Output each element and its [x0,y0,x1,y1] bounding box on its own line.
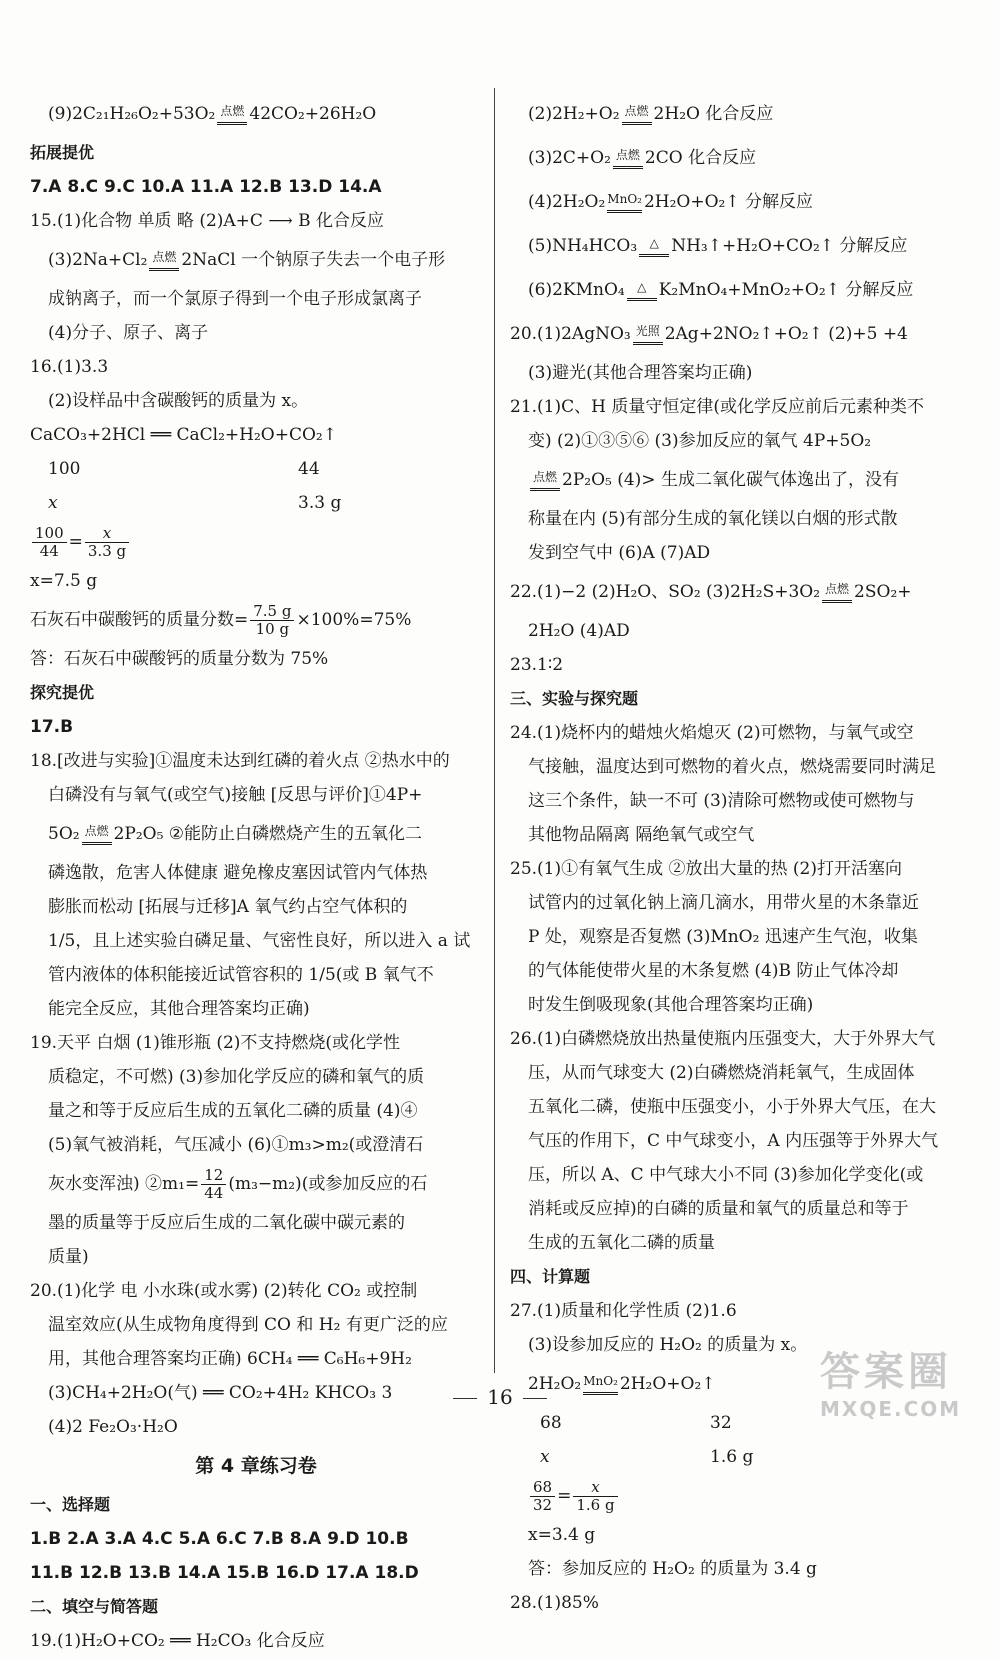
equation-line: (9)2C₂₁H₂₆O₂+53O₂ 点燃 42CO₂+26H₂O [48,104,377,124]
answer-line: 质量) [48,1247,89,1267]
answer-line: 白磷没有与氧气(或空气)接触 [反思与评价]①4P+ [48,785,423,805]
answer-line: 质稳定，不可燃) (3)参加化学反应的磷和氧气的质 [48,1067,425,1087]
ratio-line: $\frac{100}{44}$ = $\frac{x}{3.3 g}$ [30,520,482,564]
equation-line: (3)2C+O₂ 点燃 2CO 化合反应 [528,148,757,168]
answer-line: 压，所以 A、C 中气球大小不同 (3)参加化学变化(或 [528,1165,924,1185]
answer-line: 20.(1)化学 电 小水珠(或水雾) (2)转化 CO₂ 或控制 [30,1281,418,1301]
fraction: $\frac{x}{3.3 g}$ [85,525,129,560]
equation-line: (5)NH₄HCO₃ △ NH₃↑+H₂O+CO₂↑ 分解反应 [528,236,908,256]
answer-line: (4)分子、原子、离子 [48,323,209,343]
equation-line: CaCO₃+2HCl ══ CaCl₂+H₂O+CO₂↑ [30,425,337,445]
answer-line: 灰水变浑浊) ②m₁= $\frac{12}{44}$ (m₃−m₂)(或参加反应的石 [48,1166,428,1202]
section-heading: 二、填空与简答题 [30,1597,159,1616]
reaction-condition: 点燃 [530,470,560,491]
answer-line: 用，其他合理答案均正确) 6CH₄ ══ C₆H₆+9H₂ [48,1349,412,1369]
equation-line: 2H₂O₂ MnO₂ 2H₂O+O₂↑ [528,1374,716,1394]
reaction-condition: 点燃 [149,250,179,271]
reaction-condition: 点燃 [82,824,112,845]
equation-line: (3)2Na+Cl₂ 点燃 2NaCl 一个钠原子失去一个电子形 [48,250,446,270]
answer-line: 23.1∶2 [510,655,564,675]
equation-line: (6)2KMnO₄ △ K₂MnO₄+MnO₂+O₂↑ 分解反应 [528,280,914,300]
answer-line: 试管内的过氧化钠上滴几滴水，用带火星的木条靠近 [528,893,919,913]
answer-line: x=3.4 g [528,1525,596,1545]
answer-line: 18.[改进与实验]①温度未达到红磷的着火点 ②热水中的 [30,751,450,771]
answer-line: 28.(1)85% [510,1593,599,1613]
answer-line: 27.(1)质量和化学性质 (2)1.6 [510,1301,737,1321]
answer-line: P 处，观察是否复燃 (3)MnO₂ 迅速产生气泡，收集 [528,927,918,947]
answer-line: 成钠离子，而一个氯原子得到一个电子形成氯离子 [48,289,422,309]
ratio-line: $\frac{68}{32}$ = $\frac{x}{1.6 g}$ [510,1474,980,1518]
section-heading: 一、选择题 [30,1495,111,1514]
reaction-condition: MnO₂ [583,1374,618,1395]
answer-line: 的气体能使带火星的木条复燃 (4)B 防止气体冷却 [528,961,899,981]
fraction: $\frac{7.5 g}{10 g}$ [250,603,294,638]
answer-line: 17.B [30,717,74,737]
answer-line: 五氧化二磷，使瓶中压强变小，小于外界大气压，在大 [528,1097,936,1117]
mass-row: x 3.3 g [48,493,342,513]
answer-line: 这三个条件，缺一不可 (3)清除可燃物或使可燃物与 [528,791,915,811]
answer-line: 生成的五氧化二磷的质量 [528,1233,715,1253]
answer-line: (4)2 Fe₂O₃·H₂O [48,1417,178,1437]
chapter-title: 第 4 章练习卷 [195,1455,317,1477]
answer-line: 能完全反应，其他合理答案均正确) [48,999,310,1019]
answer-line: 称量在内 (5)有部分生成的氧化镁以白烟的形式散 [528,509,898,529]
answer-line: 答：参加反应的 H₂O₂ 的质量为 3.4 g [528,1559,817,1579]
mass-row: 100 44 [48,459,320,479]
section-heading: 四、计算题 [510,1267,591,1286]
answer-line: 管内液体的体积能接近试管容积的 1/5(或 B 氧气不 [48,965,434,985]
answer-line: 答：石灰石中碳酸钙的质量分数为 75% [30,649,329,669]
answer-line: x=7.5 g [30,571,98,591]
answer-line: (3)设参加反应的 H₂O₂ 的质量为 x。 [528,1335,808,1355]
fraction: $\frac{100}{44}$ [32,525,67,560]
reaction-condition: 点燃 [613,148,643,169]
section-heading: 三、实验与探究题 [510,689,639,708]
reaction-condition: 点燃 [217,104,247,125]
fraction: $\frac{12}{44}$ [201,1167,226,1202]
answer-line: (5)氧气被消耗，气压减小 (6)①m₃>m₂(或澄清石 [48,1135,424,1155]
equation-line: 点燃 2P₂O₅ (4)> 生成二氧化碳气体逸出了，没有 [510,458,980,502]
reaction-condition: 光照 [633,324,663,345]
answer-line: 膨胀而松动 [拓展与迁移]A 氧气约占空气体积的 [48,897,408,917]
answer-line: 气压的作用下，C 中气球变小，A 内压强等于外界大气 [528,1131,939,1151]
section-heading: 探究提优 [30,683,95,702]
answer-line: 15.(1)化合物 单质 略 (2)A+C ⟶ B 化合反应 [30,211,385,231]
answer-line: 11.B 12.B 13.B 14.A 15.B 16.D 17.A 18.D [30,1563,419,1583]
answer-line: (3)CH₄+2H₂O(气) ══ CO₂+4H₂ KHCO₃ 3 [48,1383,393,1403]
answer-line: 磷逸散，危害人体健康 避免橡皮塞因试管内气体热 [48,863,428,883]
answer-line: 1.B 2.A 3.A 4.C 5.A 6.C 7.B 8.A 9.D 10.B [30,1529,409,1549]
answer-line: 其他物品隔离 隔绝氧气或空气 [528,825,755,845]
answer-line: 16.(1)3.3 [30,357,109,377]
answer-line: 墨的质量等于反应后生成的二氧化碳中碳元素的 [48,1213,405,1233]
answer-line: 19.天平 白烟 (1)锥形瓶 (2)不支持燃烧(或化学性 [30,1033,401,1053]
page-number: 16 [0,1385,1000,1409]
answer-line: 石灰石中碳酸钙的质量分数= $\frac{7.5 g}{10 g}$ ×100%=75% [30,602,412,638]
answer-line: 19.(1)H₂O+CO₂ ══ H₂CO₃ 化合反应 [30,1631,325,1651]
answer-line: 25.(1)①有氧气生成 ②放出大量的热 (2)打开活塞向 [510,859,903,879]
answer-line: 24.(1)烧杯内的蜡烛火焰熄灭 (2)可燃物，与氧气或空 [510,723,914,743]
fraction: $\frac{68}{32}$ [530,1479,555,1514]
answer-line: 消耗或反应掉)的白磷的质量和氧气的质量总和等于 [528,1199,909,1219]
reaction-condition: 点燃 [822,582,852,603]
left-column [30,92,482,1658]
answer-line: 21.(1)C、H 质量守恒定律(或化学反应前后元素种类不 [510,397,924,417]
mass-row: 68 32 [540,1413,732,1433]
answer-line: 时发生倒吸现象(其他合理答案均正确) [528,995,814,1015]
answer-line: 7.A 8.C 9.C 10.A 11.A 12.B 13.D 14.A [30,177,382,197]
watermark-logo: 答案圈 MXQE.COM [820,1349,962,1421]
answer-line: 26.(1)白磷燃烧放出热量使瓶内压强变大，大于外界大气 [510,1029,936,1049]
equation-line: (4)2H₂O₂ MnO₂ 2H₂O+O₂↑ 分解反应 [528,192,814,212]
answer-line: 压，从而气球变大 (2)白磷燃烧消耗氧气，生成固体 [528,1063,915,1083]
answer-line: (3)避光(其他合理答案均正确) [528,363,753,383]
mass-row: x 1.6 g [540,1447,754,1467]
reaction-condition: MnO₂ [607,192,642,213]
equation-line: (2)2H₂+O₂ 点燃 2H₂O 化合反应 [528,104,774,124]
answer-line: 气接触，温度达到可燃物的着火点，燃烧需要同时满足 [528,757,936,777]
answer-line: 1/5，且上述实验白磷足量、气密性良好，所以进入 a 试 [48,931,471,951]
answer-line: 发到空气中 (6)A (7)AD [528,543,711,563]
answer-line: 变) (2)①③⑤⑥ (3)参加反应的氧气 4P+5O₂ [528,431,872,451]
reaction-condition: △ [627,280,657,301]
answer-line: 2H₂O (4)AD [528,621,630,641]
column-divider [494,88,495,1373]
reaction-condition: 点燃 [622,104,652,125]
answer-line: 量之和等于反应后生成的五氧化二磷的质量 (4)④ [48,1101,418,1121]
equation-line: 22.(1)−2 (2)H₂O、SO₂ (3)2H₂S+3O₂ 点燃 2SO₂+ [510,582,912,602]
answer-line: (2)设样品中含碳酸钙的质量为 x。 [48,391,309,411]
reaction-condition: △ [639,236,669,257]
section-heading: 拓展提优 [30,143,95,162]
equation-line: 20.(1)2AgNO₃ 光照 2Ag+2NO₂↑+O₂↑ (2)+5 +4 [510,324,908,344]
answer-line: 温室效应(从生成物角度得到 CO 和 H₂ 有更广泛的应 [48,1315,448,1335]
fraction: $\frac{x}{1.6 g}$ [573,1479,617,1514]
equation-line: 5O₂ 点燃 2P₂O₅ ②能防止白磷燃烧产生的五氧化二 [48,824,423,844]
